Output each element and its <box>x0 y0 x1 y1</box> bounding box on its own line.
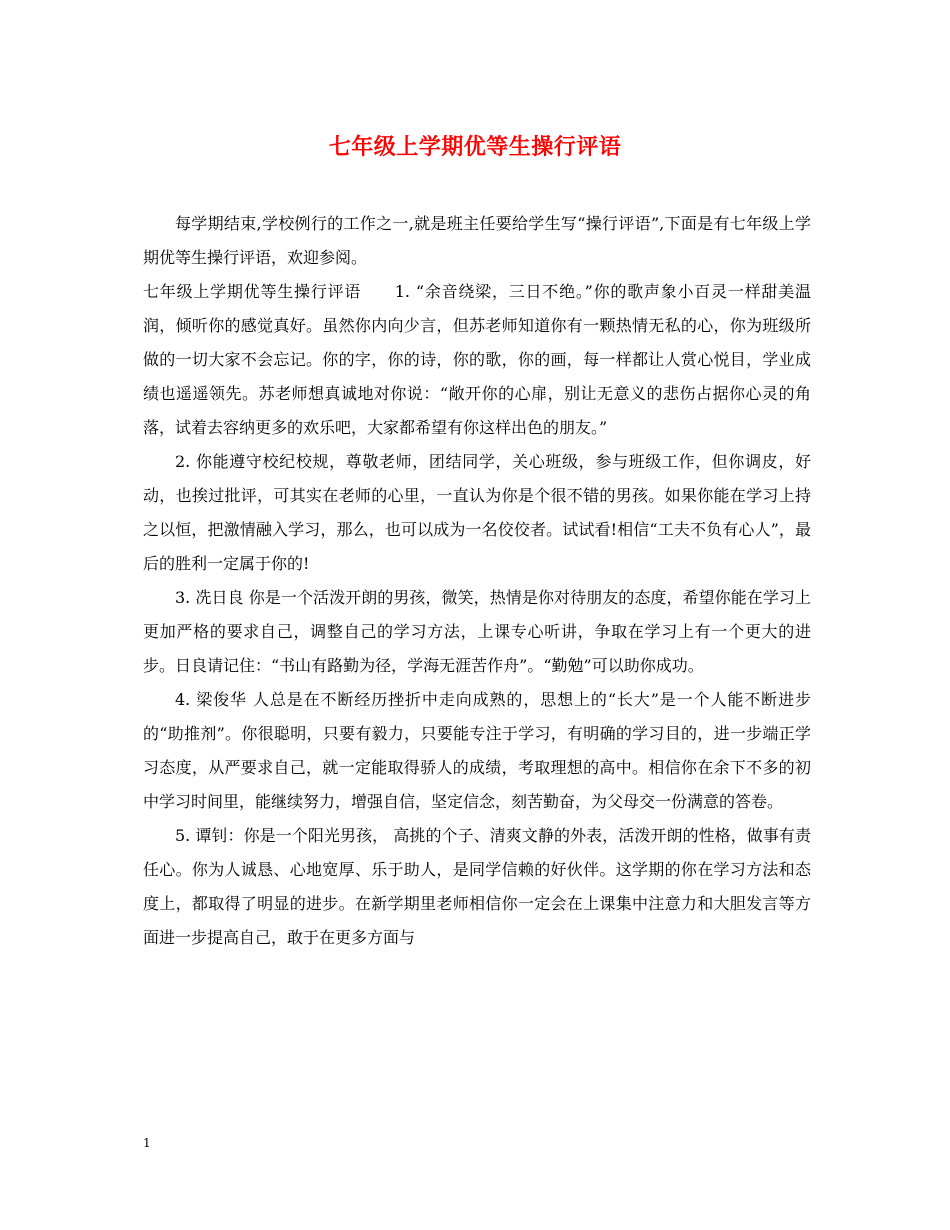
page-number: 1 <box>143 1136 151 1150</box>
intro-paragraph: 每学期结束,学校例行的工作之一,就是班主任要给学生写“操行评语”,下面是有七年级上学期优等生操行评语，欢迎参阅。 <box>143 214 811 267</box>
comment-paragraph-4: 4. 梁俊华 人总是在不断经历挫折中走向成熟的，思想上的“长大”是一个人能不断进步的“助推剂”。你很聪明，只要有毅力，只要能专注于学习，有明确的学习目的，进一步端正学习态度，从严要求自己，就一定能取得骄人的成绩，考取理想的高中。相信你在余下不多的初中学习时间里，能继续努力，增强自信，坚定信念，刻苦勤奋，为父母交一份满意的答卷。 <box>143 690 811 811</box>
comment-paragraph-1: 七年级上学期优等生操行评语 1. “余音绕梁，三日不绝。”你的歌声象小百灵一样甜美温润，倾听你的感觉真好。虽然你内向少言，但苏老师知道你有一颗热情无私的心，你为班级所做的一切大家不会忘记。你的字，你的诗，你的歌，你的画，每一样都让人赏心悦目，学业成绩也遥遥领先。苏老师想真诚地对你说：“敞开你的心扉，别让无意义的悲伤占据你心灵的角落，试着去容纳更多的欢乐吧，大家都希望有你这样出色的朋友。” <box>143 282 811 437</box>
comment-paragraph-5: 5. 谭钊：你是一个阳光男孩， 高挑的个子、清爽文静的外表，活泼开朗的性格，做事有责任心。你为人诚恳、心地宽厚、乐于助人，是同学信赖的好伙伴。这学期的你在学习方法和态度上，都取得了明显的进步。在新学期里老师相信你一定会在上课集中注意力和大胆发言等方面进一步提高自己，敢于在更多方面与 <box>143 826 811 947</box>
document-body <box>143 207 811 955</box>
comment-paragraph-3: 3. 冼日良 你是一个活泼开朗的男孩，微笑，热情是你对待朋友的态度，希望你能在学习上更加严格的要求自己，调整自己的学习方法，上课专心听讲，争取在学习上有一个更大的进步。日良请记住：“书山有路勤为径，学海无涯苦作舟”。“勤勉”可以助你成功。 <box>143 588 811 675</box>
document-title: 七年级上学期优等生操行评语 <box>328 134 622 160</box>
comment-paragraph-2: 2. 你能遵守校纪校规，尊敬老师，团结同学，关心班级，参与班级工作，但你调皮，好动，也挨过批评，可其实在老师的心里，一直认为你是个很不错的男孩。如果你能在学习上持之以恒，把激情融入学习，那么，也可以成为一名佼佼者。试试看!相信“工夫不负有心人”，最后的胜利一定属于你的! <box>143 452 811 573</box>
